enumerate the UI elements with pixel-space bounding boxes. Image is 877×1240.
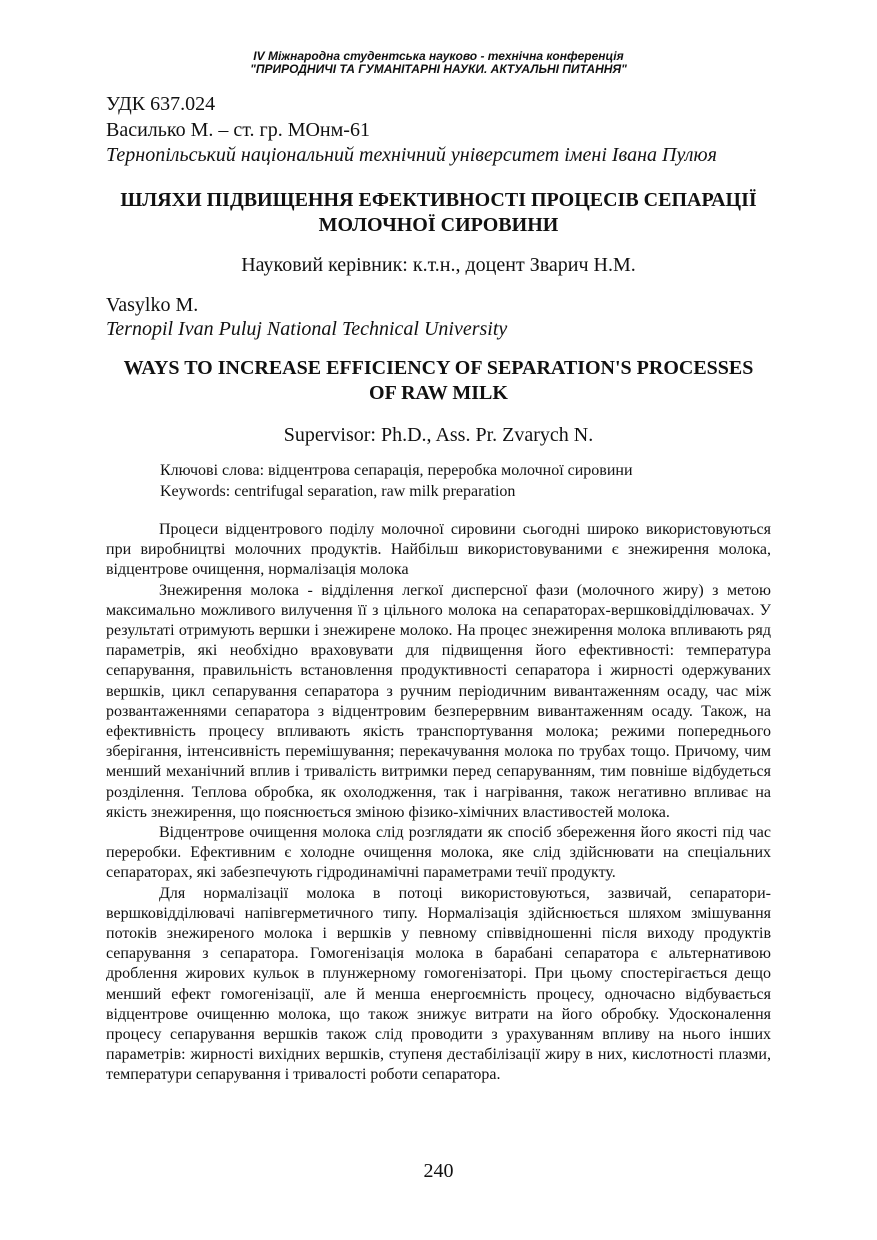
body-paragraph-2: Знежирення молока - відділення легкої дисперсної фази (молочного жиру) з метою максимально можливого вилучення її з цільного молока на сепараторах-вершковідділювачах. У результаті отримують вершки і знежирене молоко. На процес знежирення молока впливають ряд параметрів, які необхідно враховувати для підвищення його ефективності: температура сепарування, правильність встановлення продуктивності сепаратора і жирності одержуваних вершків, цикл сепарування сепаратора з ручним періодичним вивантаженням осаду, час між розвантаженнями сепаратора з відцентровим безперервним вивантаженням осаду. Також, на ефективність процесу впливають якість транспортування молока; режими попереднього зберігання, інтенсивність перемішування; перекачування молока по трубах тощо. Причому, чим менший механічний вплив і тривалість витримки перед сепаруванням, тим повніше відбудеться розділення. Теплова обробка, як охолодження, так і нагрівання, також негативно впливає на якість знежирення, що пояснюється зміною фізико-хімічних властивостей молока.: [106, 581, 771, 821]
conference-title: IV Міжнародна студентська науково - технічна конференція: [253, 49, 624, 63]
udk-code: УДК 637.024: [106, 93, 216, 115]
supervisor-ua: Науковий керівник: к.т.н., доцент Зварич Н.М.: [241, 254, 636, 276]
university-ua: Тернопільський національний технічний університет імені Івана Пулюя: [106, 144, 717, 166]
keywords-ua: Ключові слова: відцентрова сепарація, переробка молочної сировини: [160, 462, 633, 479]
paper-title-ua-line2: МОЛОЧНОЇ СИРОВИНИ: [318, 214, 559, 236]
body-text: [106, 520, 771, 1086]
paper-title-en-line1: WAYS TO INCREASE EFFICIENCY OF SEPARATION'S PROCESSES: [123, 357, 754, 379]
conference-header: [0, 50, 877, 76]
paper-title-ua-line1: ШЛЯХИ ПІДВИЩЕННЯ ЕФЕКТИВНОСТІ ПРОЦЕСІВ СЕПАРАЦІЇ: [120, 189, 757, 211]
author-en: Vasylko M.: [106, 294, 199, 316]
paper-title-en-line2: OF RAW MILK: [369, 382, 508, 404]
author-ua: Василько М. – ст. гр. МОнм-61: [106, 119, 370, 141]
page-number: 240: [423, 1160, 454, 1182]
paper-title-ua: [106, 188, 771, 238]
body-paragraph-4: Для нормалізації молока в потоці використовуються, зазвичай, сепаратори-вершковідділювачі напівгерметичного типу. Нормалізація здійснюється шляхом змішування потоків знежиреного молока і вершків у певному співвідношенні після виходу продуктів сепарування з сепаратора. Гомогенізація молока в барабані сепаратора є альтернативою дроблення жирових кульок в плунжерному гомогенізаторі. При цьому спостерігається дещо менший ефект гомогенізації, але й менша енергоємність процесу, одночасно відбувається відцентрове очищенню молока, що також знижує витрати на його обробку. Удосконалення процесу сепарування вершків також слід проводити з урахуванням впливу на нього інших параметрів: жирності вихідних вершків, ступеня дестабілізації жиру в них, кислотності плазми, температури сепарування і тривалості роботи сепаратора.: [106, 884, 771, 1084]
supervisor-en: Supervisor: Ph.D., Ass. Pr. Zvarych N.: [283, 424, 594, 446]
body-paragraph-3: Відцентрове очищення молока слід розглядати як спосіб збереження його якості під час переробки. Ефективним є холодне очищення молока, яке слід здійснювати на спеціальних сепараторах, які забезпечують гідродинамічні параметрами течії продукту.: [106, 824, 771, 882]
body-paragraph-1: Процеси відцентрового поділу молочної сировини сьогодні широко використовуються при виробництві молочних продуктів. Найбільш використовуваними є знежирення молока, відцентрове очищення, нормалізація молока: [106, 521, 771, 579]
conference-theme: "ПРИРОДНИЧІ ТА ГУМАНІТАРНІ НАУКИ. АКТУАЛЬНІ ПИТАННЯ": [250, 62, 627, 76]
paper-title-en: [106, 356, 771, 406]
university-en: Ternopil Ivan Puluj National Technical University: [106, 318, 508, 340]
keywords-en: Keywords: centrifugal separation, raw milk preparation: [160, 483, 516, 500]
